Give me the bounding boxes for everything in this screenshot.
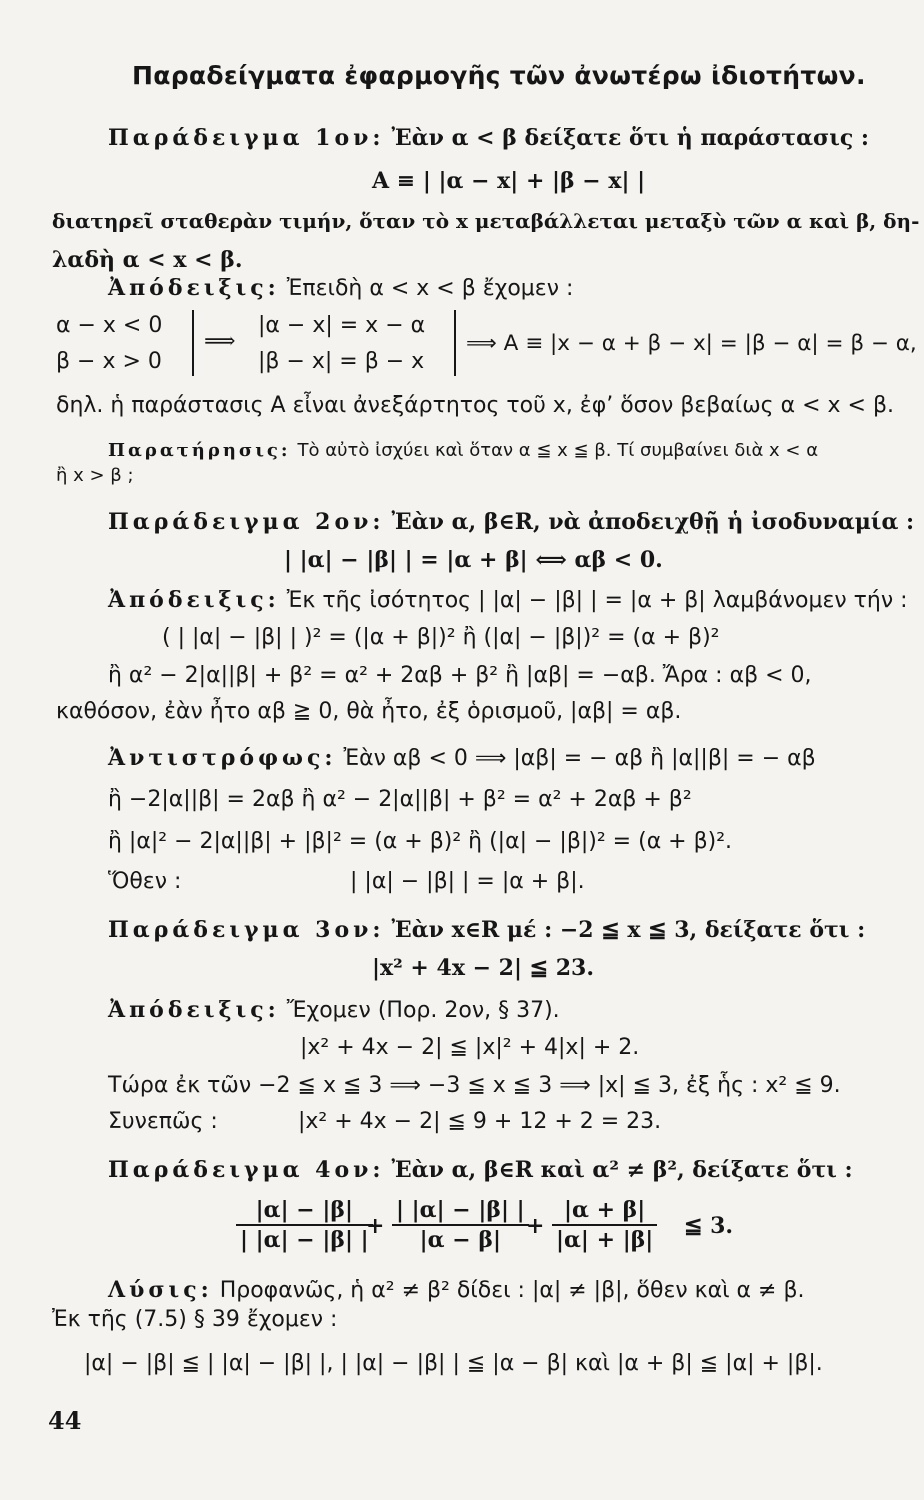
example-4-intro: Ἐὰν α, β∈R καὶ α² ≠ β², δείξατε ὅτι : [391,1157,853,1183]
example-1-conclusion: δηλ. ἡ παράστασις A εἶναι ἀνεξάρτητος τοῦ x, ἐφ’ ὅσον βεβαίως α < x < β. [56,393,894,418]
fraction-1-denominator: | |α| − |β| | [236,1224,373,1254]
example-3-proof [108,996,560,1025]
plus-sign-2: + [526,1213,545,1239]
converse-label: Ἀντιστρόφως: [108,745,337,771]
example-2-proof-line-3: ἢ α² − 2|α||β| + β² = α² + 2αβ + β² ἢ |αβ| = −αβ. Ἄρα : αβ < 0, [108,663,812,688]
example-2-statement [108,508,914,537]
example-4-solution [108,1276,805,1305]
plus-sign-1: + [366,1213,385,1239]
solution-label: Λύσις: [108,1277,213,1303]
example-2-converse-label: Ὅθεν : [108,869,182,894]
remark-label: Παρατήρησις: [108,440,291,461]
fraction-2-numerator: | |α| − |β| | [396,1197,525,1223]
example-1-statement [108,124,869,153]
fraction-1-numerator: |α| − |β| [255,1197,353,1223]
bracket-divider-1 [192,310,194,376]
absolute-value-2: |β − x| = β − x [258,349,425,374]
example-4-final-line: |α| − |β| ≦ | |α| − |β| |, | |α| − |β| | ≦ |α − β| καὶ |α + β| ≦ |α| + |β|. [84,1351,823,1376]
proof-text: Ἐκ τῆς ἰσότητος | |α| − |β| | = |α + β| λαμβάνομεν τήν : [286,588,908,613]
fraction-3-denominator: |α| + |β| [552,1224,657,1254]
example-2-label: Παράδειγμα 2ον: [108,509,385,535]
example-3-inequality: |x² + 4x − 2| ≦ 23. [372,955,595,981]
example-3-statement [108,916,865,945]
page-number: 44 [48,1406,82,1435]
example-3-line-1: |x² + 4x − 2| ≦ |x|² + 4|x| + 2. [300,1035,640,1060]
remark-text: Τὸ αὐτὸ ἰσχύει καὶ ὅταν α ≦ x ≦ β. Τί συμβαίνει διὰ x < α [297,440,819,461]
inequality-1: α − x < 0 [56,313,163,338]
example-4-from-line: Ἐκ τῆς (7.5) § 39 ἔχομεν : [52,1307,338,1332]
proof-label: Ἀπόδειξις: [108,587,280,613]
example-3-line-3-label: Συνεπῶς : [108,1109,218,1134]
solution-text: Προφανῶς, ἡ α² ≠ β² δίδει : |α| ≠ |β|, ὅθεν καὶ α ≠ β. [219,1278,805,1303]
page-heading: Παραδείγματα ἐφαρμογῆς τῶν ἀνωτέρω ἰδιοτήτων. [132,61,866,90]
example-4-statement [108,1156,853,1185]
remark [108,436,818,465]
inequality-2: β − x > 0 [56,349,162,374]
example-2-proof-line-1 [108,586,908,615]
example-2-converse-line-1 [108,744,816,773]
proof-intro: Ἐπειδὴ α < x < β ἔχομεν : [286,276,574,301]
proof-intro: Ἔχομεν (Πορ. 2ον, § 37). [286,998,560,1023]
example-3-label: Παράδειγμα 3ον: [108,917,385,943]
fraction-1 [236,1196,373,1254]
example-2-converse-line-3: ἢ |α|² − 2|α||β| + |β|² = (α + β)² ἢ (|α| − |β|)² = (α + β)². [108,829,733,854]
fraction-2-denominator: |α − β| [392,1224,529,1254]
example-1-result: ⟹ A ≡ |x − α + β − x| = |β − α| = β − α, [466,331,917,356]
example-1-text-line-2: λαδὴ α < x < β. [52,247,243,273]
example-3-line-2: Τώρα ἐκ τῶν −2 ≦ x ≦ 3 ⟹ −3 ≦ x ≦ 3 ⟹ |x| ≦ 3, ἐξ ἧς : x² ≦ 9. [108,1073,841,1098]
example-4-label: Παράδειγμα 4ον: [108,1157,385,1183]
example-3-intro: Ἐὰν x∈R μέ : −2 ≦ x ≦ 3, δείξατε ὅτι : [391,917,866,943]
fraction-2 [392,1196,529,1254]
example-2-proof-line-4: καθόσον, ἐὰν ἦτο αβ ≧ 0, θὰ ἦτο, ἐξ ὁρισμοῦ, |αβ| = αβ. [56,699,682,724]
absolute-value-1: |α − x| = x − α [258,313,426,338]
example-2-equivalence: | |α| − |β| | = |α + β| ⟺ αβ < 0. [284,547,663,573]
example-1-intro: Ἐὰν α < β δείξατε ὅτι ἡ παράστασις : [391,125,870,151]
example-2-converse-line-2: ἢ −2|α||β| = 2αβ ἢ α² − 2|α||β| + β² = α² + 2αβ + β² [108,787,692,812]
example-2-intro: Ἐὰν α, β∈R, νὰ ἀποδειχθῇ ἡ ἰσοδυναμία : [391,509,915,535]
fraction-3 [552,1196,657,1254]
example-2-converse-line-4: | |α| − |β| | = |α + β|. [350,869,585,894]
example-2-proof-line-2: ( | |α| − |β| | )² = (|α + β|)² ἢ (|α| − |β|)² = (α + β)² [162,625,720,650]
example-1-text-line-1: διατηρεῖ σταθερὰν τιμήν, ὅταν τὸ x μεταβάλλεται μεταξὺ τῶν α καὶ β, δη- [52,209,920,233]
proof-label: Ἀπόδειξις: [108,275,280,301]
remark-text-line-2: ἢ x > β ; [56,465,134,486]
implies-arrow: ⟹ [204,329,236,354]
proof-label: Ἀπόδειξις: [108,997,280,1023]
example-3-line-3: |x² + 4x − 2| ≦ 9 + 12 + 2 = 23. [298,1109,662,1134]
example-1-proof [108,274,573,303]
example-4-rhs: ≦ 3. [684,1213,734,1239]
example-1-expression: A ≡ | |α − x| + |β − x| | [372,168,646,194]
fraction-3-numerator: |α + β| [564,1197,646,1223]
converse-text: Ἐὰν αβ < 0 ⟹ |αβ| = − αβ ἢ |α||β| = − αβ [343,746,816,771]
bracket-divider-2 [454,310,456,376]
example-1-label: Παράδειγμα 1ον: [108,125,385,151]
